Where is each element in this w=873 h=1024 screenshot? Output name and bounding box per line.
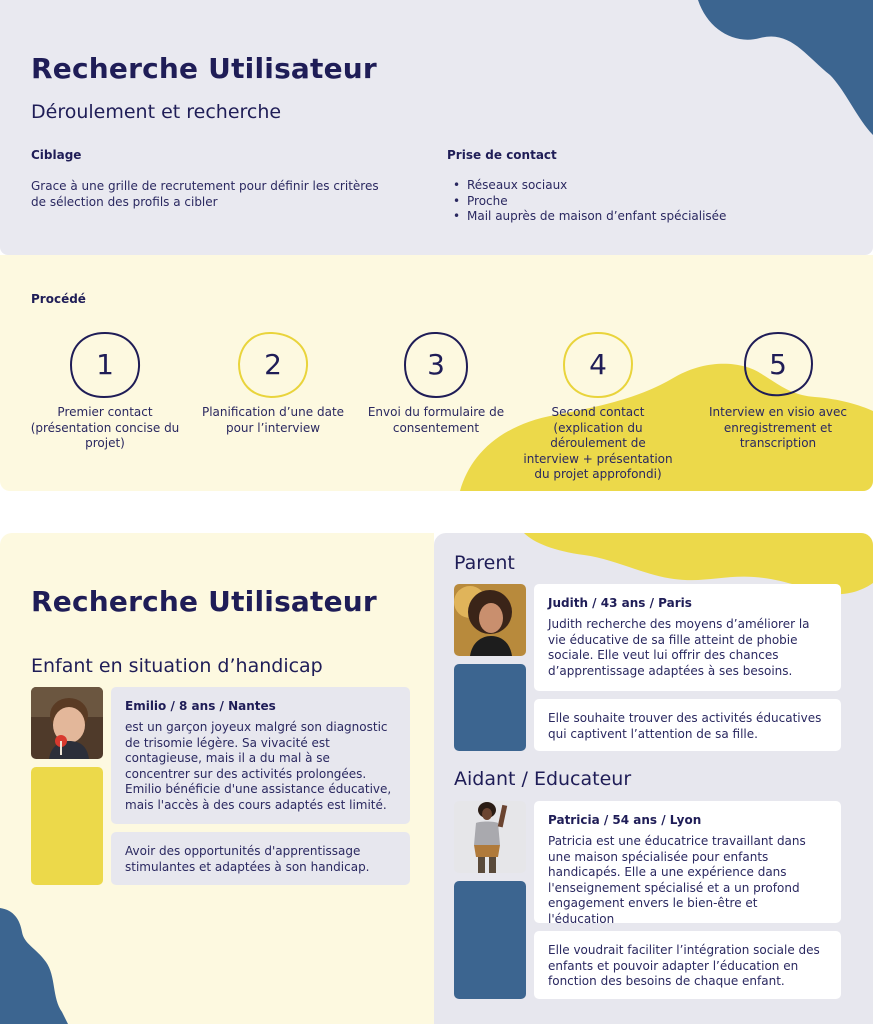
blue-accent-block [454,664,526,751]
parent-description: Judith recherche des moyens d’améliorer la vie éducative de sa fille atteint de phobie sociale. Elle veut lui offrir des chances d’apprentissage adaptées à ses besoins. [548,617,810,678]
yellow-accent-block [31,767,103,885]
step-4 [513,331,683,483]
page-title: Recherche Utilisateur [31,52,377,85]
procede-panel [0,255,873,491]
aidant-name: Patricia / 54 ans / Lyon [548,813,702,827]
parent-heading: Parent [454,552,515,574]
contact-item: • Mail auprès de maison d’enfant spécialisée [447,209,827,225]
contact-item: • Réseaux sociaux [447,178,827,194]
blue-blob-decoration [0,908,70,1024]
research-overview-panel [0,0,873,255]
aidant-profile-card [534,801,841,926]
step-number: 2 [264,348,282,381]
child-section-title: Recherche Utilisateur [31,585,377,618]
parent-need-card [534,699,841,751]
step-label: Envoi du formulaire de consentement [367,405,505,435]
step-number: 3 [427,348,445,381]
ciblage-text: Grace à une grille de recrutement pour définir les critères de sélection des profils a cibler [31,179,379,209]
child-name: Emilio / 8 ans / Nantes [125,699,276,713]
child-need: Avoir des opportunités d'apprentissage stimulantes et adaptées à son handicap. [125,844,370,874]
step-label: Interview en visio avec enregistrement et transcription [708,405,848,450]
child-subtitle: Enfant en situation d’handicap [31,655,323,677]
step-number: 4 [589,348,607,381]
ciblage-heading: Ciblage [31,148,82,162]
step-label: Planification d’une date pour l’interview [201,405,345,435]
blue-accent-block [454,881,526,999]
contact-item: • Proche [447,194,827,210]
aidant-photo [454,801,526,873]
step-number: 1 [96,348,114,381]
blue-blob-decoration [680,0,873,140]
aidant-heading: Aidant / Educateur [454,768,632,790]
contact-heading: Prise de contact [447,148,557,162]
page-subtitle: Déroulement et recherche [31,101,282,123]
parent-photo [454,584,526,656]
aidant-description: Patricia est une éducatrice travaillant dans une maison spécialisée pour enfants handicapés. Elle a une expérience dans l'enseignement spécialisé et a un profond engagement envers le bien-être et l'éducation [548,834,806,926]
step-1 [20,331,190,452]
aidant-need: Elle voudrait faciliter l’intégration sociale des enfants et pouvoir adapter l’éducation en fonction des besoins de chaque enfant. [548,943,820,988]
step-number: 5 [769,348,787,381]
step-label: Second contact (explication du déroulement de interview + présentation du projet approfondi) [523,405,673,481]
procede-heading: Procédé [31,292,86,306]
parent-aidant-panel [434,533,873,1024]
step-3 [351,331,521,436]
child-description: est un garçon joyeux malgré son diagnostic de trisomie légère. Sa vivacité est contagieuse, mais il a du mal à se concentrer sur des activités prolongées. Emilio bénéficie d'une assistance éducative, mais l'accès à des cours adaptés est limité. [125,720,392,812]
aidant-need-card [534,931,841,999]
parent-name: Judith / 43 ans / Paris [548,596,692,610]
child-need-card [111,832,410,885]
child-profile-card [111,687,410,824]
parent-profile-card [534,584,841,691]
parent-need: Elle souhaite trouver des activités éducatives qui captivent l’attention de sa fille. [548,711,822,741]
step-2 [188,331,358,436]
child-photo [31,687,103,759]
step-5 [693,331,863,452]
contact-list [447,178,827,225]
child-persona-panel [0,533,434,1024]
step-label: Premier contact (présentation concise du projet) [30,405,180,450]
